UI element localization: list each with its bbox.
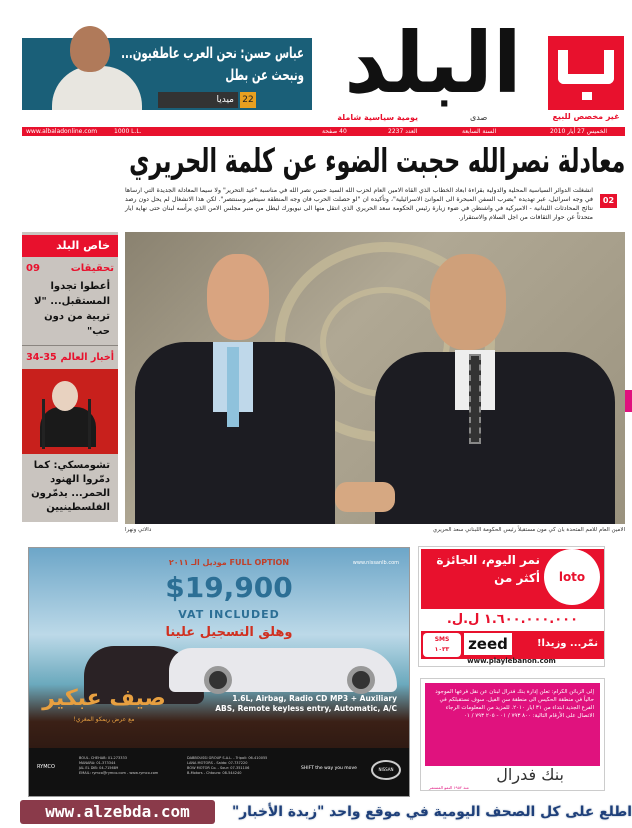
divider [22,345,118,346]
loto-amount: ١.٦٠٠.٠٠٠.٠٠٠ ل.ل. [446,612,579,627]
footer-promo-text: اطلع على كل الصحف اليومية في موقع واحد "زبدة الأخبار" [231,804,632,820]
loto-slogan: نمّر... وزيدا! [536,638,598,649]
section-label: تحقيقات [70,263,114,274]
teaser-page: 22 [240,92,256,108]
page-edge-tab [625,390,632,412]
bank-since: منذ ١٩٥٢ النمو المستمر [429,785,469,790]
zeed-logo: zeed [464,633,512,655]
sada-label: صدى [470,113,488,122]
chomsky-photo [22,369,118,454]
photo-caption: الامين العام للامم المتحدة بان كي مون مستقبلاً رئيس الحكومة اللبناني سعد الحريري [432,527,625,533]
loto-website[interactable]: www.playlebanon.com [467,657,556,665]
lead-intro: انشغلت الدوائر السياسية المحلية والدولية بقراءة ابعاد الخطاب الذي القاه الامين العام لحزب الله السيد حسن نصر الله في مناسبة "عيد التحرير" ولا سيما المعادلة الجديدة التي ارساها في وجه اسرائيل، عبر تهديده "بضرب السفن المبحرة الى الموانئ الاسرائيلية"، وتأكيده ان "لو حصلت الحرب فان وجه المنطقة سيتغير وسننتصر". لكن هذا الانشغال لم يحل دون رصد نتائج المحادثات اللبنانية - الاميركية في واشنطن في ضوء زيارة رئيس الحكومة سعد الحريري الذي انتقل منها الى نيويورك ليطل من منبر مجلس الامن الذي يرأسه لبنان حتى نهاية ايار متحدثاً عن حوار الثقافات من اجل السلام والاستقرار. [125,187,593,221]
ad-subline: مع عرض ريمكو المغري! [73,716,135,723]
masthead-title: البلد [344,14,522,112]
top-teaser-banner[interactable] [22,38,312,110]
pages: 40 صفحة [322,128,347,135]
year: السنة السابعة [462,128,497,135]
wheel [204,666,232,694]
date: الخميس 27 أيار 2010 [550,128,608,135]
sidebar-section-world[interactable] [26,351,114,364]
info-bar [22,127,625,136]
teaser-title: عباس حسن: نحن العرب عاطفيون... ونبحث عن بطل [121,44,304,84]
distributor-logo: RYMCO [37,764,55,770]
nissan-logo: NISSAN [371,760,401,780]
sidebar-section-investigations[interactable] [26,262,114,275]
issue: العدد 2237 [388,128,418,135]
sidebar-story[interactable]: أعطوا تجدوا المستقبل... "لا تربية من دون حب" [34,281,110,337]
ad-vat: VAT INCLUDED [178,608,280,621]
ad-model: موديل الـ ٢٠١١ FULL OPTION [168,558,290,567]
ad-price: $19,900 [165,571,293,604]
section-page: 09 [26,263,40,274]
sms-box: SMS ١٠٣٣ [423,633,461,657]
branches: BOUL. CHEHAB: 01-273333 MANARA: 01-373344 JAL EL DIB: 04-715689 EMAIL: rymco@rymco.com - www.rymco.com [79,756,159,775]
teaser-section: ميديا [158,92,238,108]
loto-logo: loto [544,549,600,605]
ad-headline: صيف عبكير [42,686,166,711]
tagline: يومية سياسية شاملة [337,113,418,122]
ad-register: وهلق التسجيل علينا [165,625,293,640]
loto-advertisement[interactable] [418,546,605,667]
brand-slogan: SHIFT the way you move [301,766,357,771]
lead-headline[interactable]: معادلة نصرالله حجبت الضوء عن كلمة الحريري [128,141,625,180]
sidebar-story[interactable]: تشومسكي: كما دمّروا الهنود الحمر... يدمّرون الفلسطينيين [31,460,110,513]
bank-advertisement[interactable] [420,678,605,791]
ad-specs: 1.6L, Airbag, Radio CD MP3 + Auxiliary ABS, Remote keyless entry, Automatic, A/C [215,694,397,713]
wheel [347,666,375,694]
dealers: DABBOUSSI GROUP S.A.L. - Tripoli: 06-410055 LANA MOTORS - Saida: 07-737220 BOW MOTOR Co. - Sour: 07-351106 B-Motors - Chtoura: 08-544240 [187,756,268,775]
not-for-sale-label: غير مخصص للبيع [552,112,620,121]
section-page: 34-35 [26,352,57,363]
sidebar-header: خاص البلد [22,235,118,257]
website: www.albaladonline.com [26,128,98,135]
lead-photo [125,232,625,524]
ad-website: www.nissanlb.com [352,560,399,566]
sidebar-exclusive [22,232,118,522]
photo-credit: دالاتي ونهرا [125,527,152,533]
nissan-advertisement[interactable] [28,547,410,797]
ad-footer [29,748,410,797]
footer-website-link[interactable]: www.alzebda.com [20,800,215,824]
bank-name: بنك فدرال [496,765,564,784]
lead-page-badge: 02 [600,194,617,208]
loto-title: نمر اليوم، الجائزة أكثر من [436,553,540,585]
logo-mark [548,36,624,110]
bank-notice: إلى الزبائن الكرام: تعلن إدارة بنك فدرال لبنان عن نقل فرعها الموجود حالياً في منطقة الحكيس الى منطقة سن الفيل. سوف نستقبلكم في الفرع الجديد ابتداء من ٣١ ايار ٢٠١٠. للمزيد من المعلومات الرجاء الاتصال على الأرقام التالية: ٨٠٠ ٧٩٣ / ٠١ - ٢٠٥ ٧٩٣ / ٠١ [425,683,600,766]
section-label: أخبار العالم [60,352,114,363]
price: 1000 L.L. [114,128,142,135]
